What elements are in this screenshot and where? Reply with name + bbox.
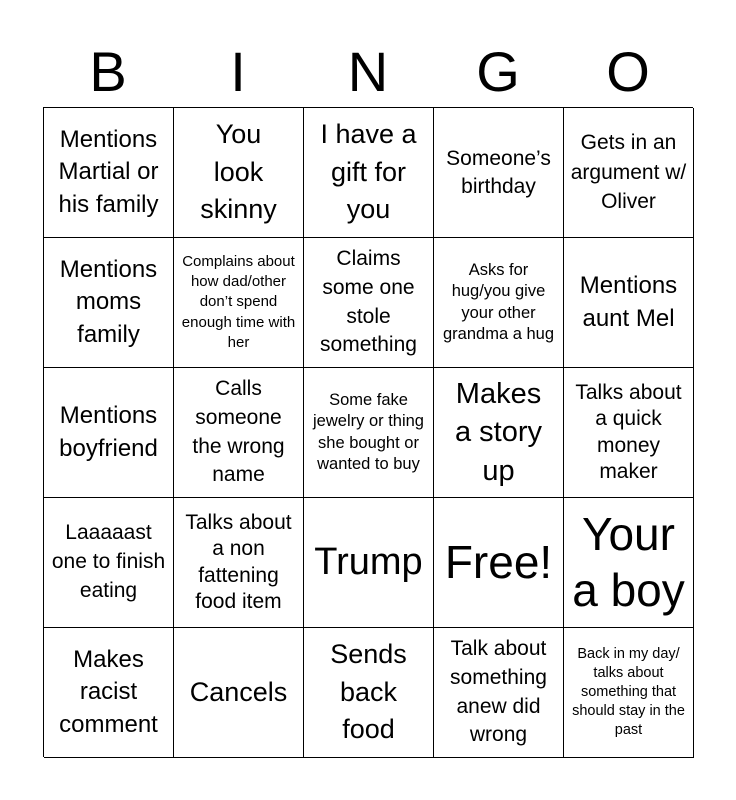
bingo-cell[interactable] xyxy=(434,498,564,628)
cell-text: Claims some one stole something xyxy=(320,246,417,357)
header-letter-g: G xyxy=(476,40,520,103)
cell-text: Mentions moms family xyxy=(59,255,158,348)
bingo-cell[interactable] xyxy=(434,108,564,238)
cell-text: Gets in an argument w/ Oliver xyxy=(570,131,687,214)
bingo-cell[interactable] xyxy=(174,628,304,758)
cell-text: Talks about a quick money maker xyxy=(575,381,682,483)
bingo-cell[interactable] xyxy=(564,108,694,238)
bingo-cell[interactable] xyxy=(44,368,174,498)
cell-text: Makes racist comment xyxy=(59,645,158,738)
cell-text: Free! xyxy=(444,535,553,588)
header-letter-i: I xyxy=(230,40,246,103)
cell-text: Mentions Martial or his family xyxy=(58,125,159,218)
bingo-cell[interactable] xyxy=(174,368,304,498)
cell-text: Your a boy xyxy=(572,508,685,616)
cell-text: Complains about how dad/other don’t spend enough time with her xyxy=(181,252,296,351)
cell-text: Mentions aunt Mel xyxy=(579,272,678,332)
cell-text: Talk about something anew did wrong xyxy=(450,636,547,747)
bingo-cell[interactable] xyxy=(564,498,694,628)
cell-text: You look skinny xyxy=(200,118,277,225)
cell-text: Asks for hug/you give your other grandma a hug xyxy=(443,260,554,343)
header-letter-b: B xyxy=(89,40,127,103)
cell-text: Cancels xyxy=(189,676,288,707)
cell-text: Sends back food xyxy=(330,638,407,745)
bingo-cell[interactable] xyxy=(304,628,434,758)
cell-text: Calls someone the wrong name xyxy=(192,376,285,487)
bingo-cell[interactable] xyxy=(564,368,694,498)
bingo-cell[interactable] xyxy=(44,628,174,758)
bingo-cell[interactable] xyxy=(174,108,304,238)
cell-text: Laaaaast one to finish eating xyxy=(51,521,166,602)
bingo-cell[interactable] xyxy=(304,238,434,368)
bingo-cell[interactable] xyxy=(44,238,174,368)
bingo-grid xyxy=(43,107,693,757)
bingo-cell[interactable] xyxy=(434,368,564,498)
cell-text: I have a gift for you xyxy=(320,118,417,225)
cell-text: Someone’s birthday xyxy=(446,146,551,198)
cell-text: Trump xyxy=(314,540,423,583)
cell-text: Makes a story up xyxy=(454,377,543,487)
bingo-cell[interactable] xyxy=(44,108,174,238)
header-letter-o: O xyxy=(606,40,650,103)
bingo-cell[interactable] xyxy=(44,498,174,628)
bingo-cell[interactable] xyxy=(304,368,434,498)
cell-text: Back in my day/ talks about something that should stay in the past xyxy=(572,645,685,739)
bingo-cell[interactable] xyxy=(174,498,304,628)
cell-text: Talks about a non fattening food item xyxy=(185,511,292,613)
bingo-header xyxy=(43,38,693,106)
cell-text: Mentions boyfriend xyxy=(59,402,158,462)
header-letter-n: N xyxy=(347,40,389,103)
bingo-cell[interactable] xyxy=(304,108,434,238)
bingo-cell[interactable] xyxy=(434,238,564,368)
bingo-cell[interactable] xyxy=(434,628,564,758)
bingo-cell[interactable] xyxy=(174,238,304,368)
bingo-cell[interactable] xyxy=(304,498,434,628)
bingo-cell[interactable] xyxy=(564,238,694,368)
bingo-cell[interactable] xyxy=(564,628,694,758)
cell-text: Some fake jewelry or thing she bought or wanted to buy xyxy=(313,390,424,473)
